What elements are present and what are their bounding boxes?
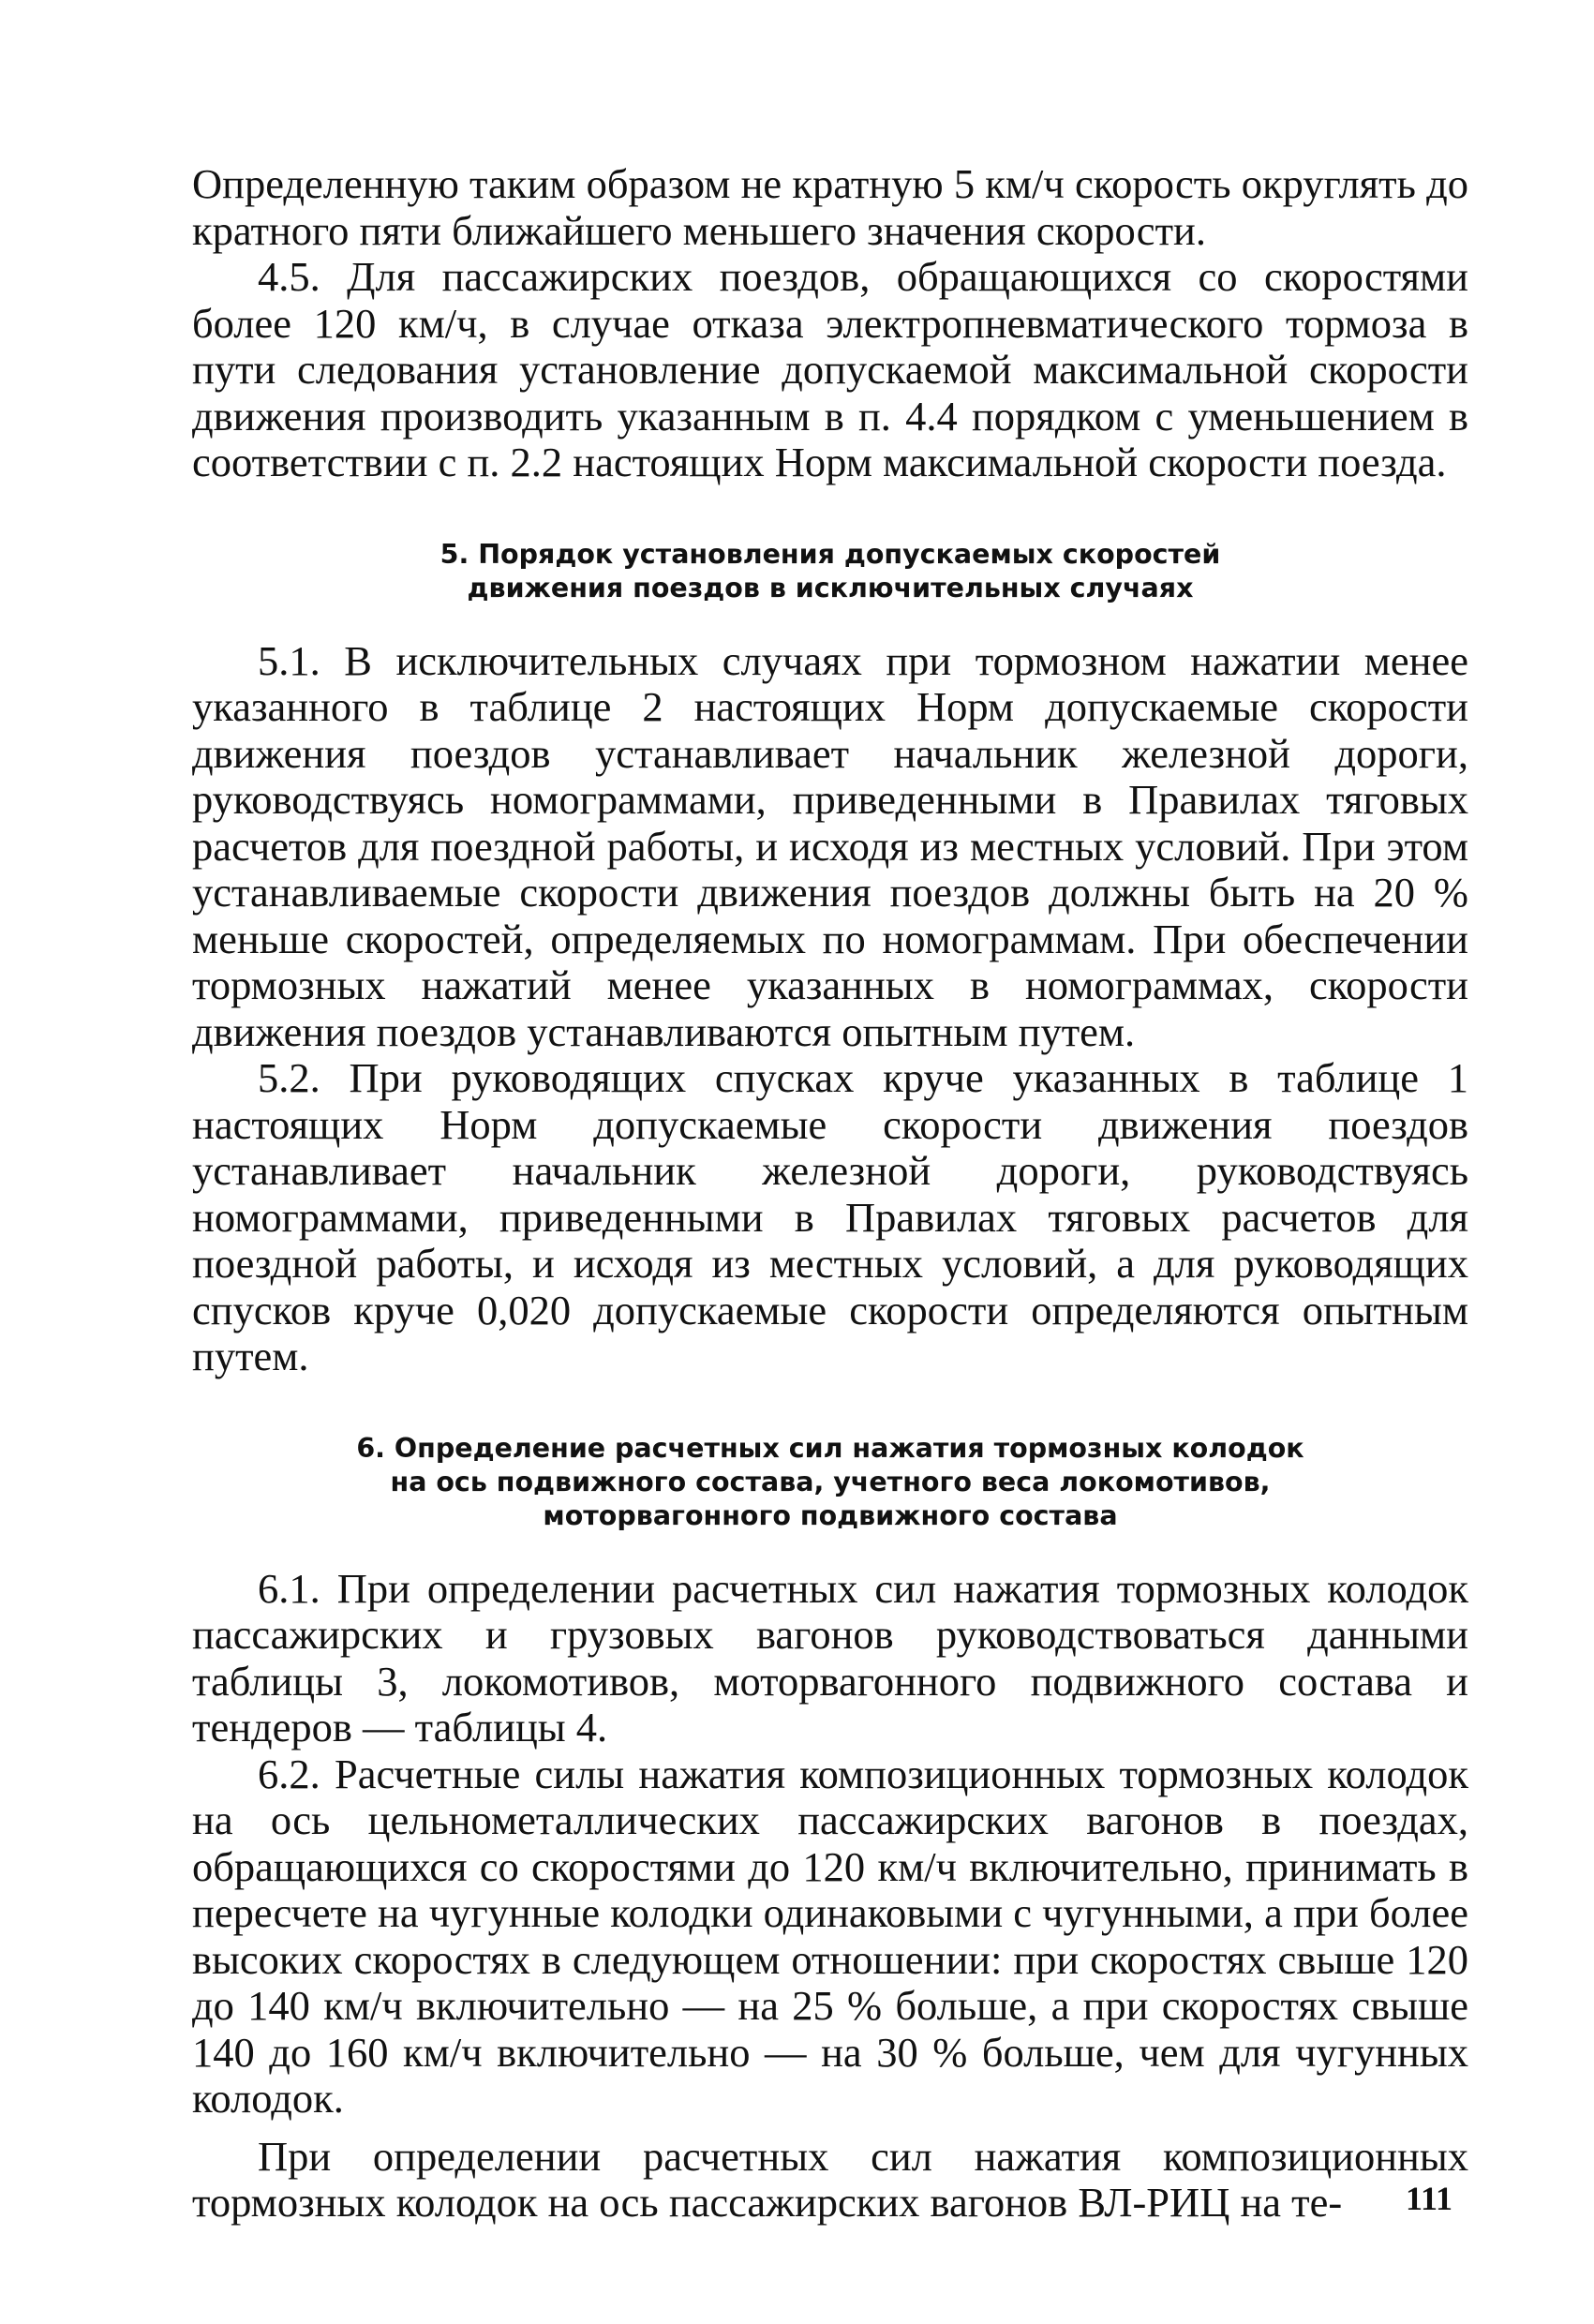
- paragraph-last: При определении расчетных сил нажатия композиционных тормозных колодок на ось пассажирских вагонов ВЛ-РИЦ на те-: [192, 2132, 1468, 2226]
- page-number: 111: [1406, 2180, 1453, 2217]
- section-6-heading-line-1: 6. Определение расчетных сил нажатия тормозных колодок: [356, 1432, 1304, 1464]
- paragraph-5-1: 5.1. В исключительных случаях при тормозном нажатии менее указанного в таблице 2 настоящих Норм допускаемые скорости движения поездов устанавливает начальник железной дороги, руководствуясь номограммами, приведенными в Правилах тяговых расчетов для поездной работы, и исходя из местных условий. При этом устанавливаемые скорости движения поездов должны быть на 20 % меньше скоростей, определяемых по номограммам. При обеспечении тормозных нажатий менее указанных в номограммах, скорости движения поездов устанавливаются опытным путем.: [192, 636, 1468, 1055]
- paragraph-5-2: 5.2. При руководящих спусках круче указанных в таблице 1 настоящих Норм допускаемые скорости движения поездов устанавливает начальник железной дороги, руководствуясь номограммами, приведенными в Правилах тяговых расчетов для поездной работы, и исходя из местных условий, а для руководящих спусков круче 0,020 допускаемые скорости определяются опытным путем.: [192, 1054, 1468, 1379]
- paragraph-6-2: 6.2. Расчетные силы нажатия композиционных тормозных колодок на ось цельнометаллических пассажирских вагонов в поездах, обращающихся со скоростями до 120 км/ч включительно, принимать в пересчете на чугунные колодки одинаковыми с чугунными, а при более высоких скоростях в следующем отношении: при скоростях свыше 120 до 140 км/ч включительно — на 25 % больше, а при скоростях свыше 140 до 160 км/ч включительно — на 30 % больше, чем для чугунных колодок.: [192, 1750, 1468, 2122]
- section-6-heading: [192, 1432, 1468, 1533]
- section-6-heading-line-3: моторвагонного подвижного состава: [543, 1499, 1118, 1531]
- paragraph-6-1: 6.1. При определении расчетных сил нажатия тормозных колодок пассажирских и грузовых вагонов руководствоваться данными таблицы 3, локомотивов, моторвагонного подвижного состава и тендеров — таблицы 4.: [192, 1564, 1468, 1750]
- paragraph-4-5: 4.5. Для пассажирских поездов, обращающихся со скоростями более 120 км/ч, в случае отказа электропневматического тормоза в пути следования установление допускаемой максимальной скорости движения производить указанным в п. 4.4 порядком с уменьшением в соответствии с п. 2.2 настоящих Норм максимальной скорости поезда.: [192, 253, 1468, 485]
- section-5-heading: [192, 538, 1468, 605]
- paragraph-intro: Определенную таким образом не кратную 5 км/ч скорость округлять до кратного пяти ближайшего меньшего значения скорости.: [192, 160, 1468, 254]
- section-5-heading-line-2: движения поездов в исключительных случаях: [467, 572, 1194, 603]
- section-5-heading-line-1: 5. Порядок установления допускаемых скоростей: [439, 538, 1221, 570]
- page-body: [192, 161, 1468, 2227]
- section-6-heading-line-2: на ось подвижного состава, учетного веса локомотивов,: [390, 1466, 1271, 1497]
